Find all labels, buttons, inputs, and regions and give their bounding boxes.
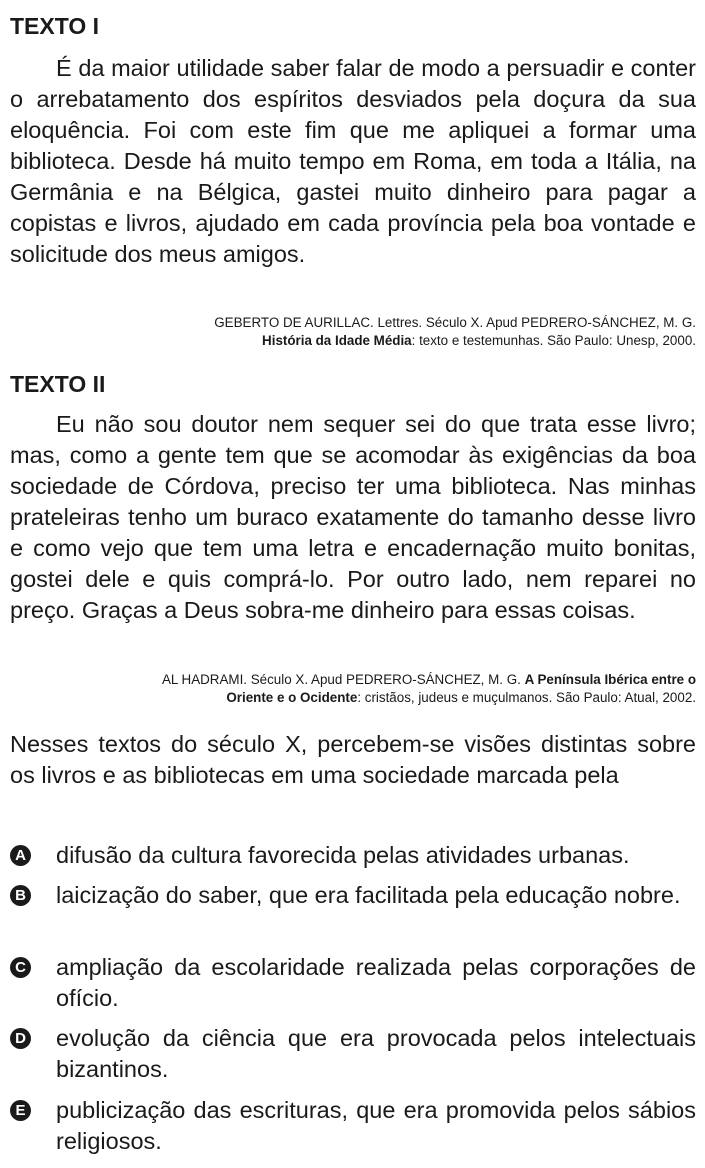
text2-source-title-2: Oriente e o Ocidente: [226, 690, 358, 705]
option-d-text: evolução da ciência que era provocada pelos intelectuais bizantinos.: [56, 1025, 696, 1082]
text1-source-line1: GEBERTO DE AURILLAC. Lettres. Século X. Apud PEDRERO-SÁNCHEZ, M. G.: [214, 315, 696, 330]
text1-source-title: História da Idade Média: [262, 333, 412, 348]
option-e-text: publicização das escrituras, que era promovida pelos sábios religiosos.: [56, 1097, 696, 1154]
option-e-letter-badge: E: [10, 1100, 31, 1121]
option-d-letter-badge: D: [10, 1028, 31, 1049]
option-a-text: difusão da cultura favorecida pelas atividades urbanas.: [56, 842, 630, 868]
text1-source-rest: : texto e testemunhas. São Paulo: Unesp, 2000.: [411, 333, 696, 348]
text2-source-rest: : cristãos, judeus e muçulmanos. São Paulo: Atual, 2002.: [357, 690, 696, 705]
option-c-letter-badge: C: [10, 957, 31, 978]
text2-body: Eu não sou doutor nem sequer sei do que trata esse livro; mas, como a gente tem que se acomodar às exigências da boa sociedade de Córdova, preciso ter uma biblioteca. Nas minhas prateleiras tenho um buraco exatamente do tamanho desse livro e como vejo que tem uma letra e encadernação muito bonitas, gostei dele e quis comprá-lo. Por outro lado, nem reparei no preço. Graças a Deus sobra-me dinheiro para essas coisas.: [10, 411, 696, 623]
text1-body: É da maior utilidade saber falar de modo a persuadir e conter o arrebatamento dos espíritos desviados pela doçura da sua eloquência. Foi com este fim que me apliquei a formar uma biblioteca. Desde há muito tempo em Roma, em toda a Itália, na Germânia e na Bélgica, gastei muito dinheiro para pagar a copistas e livros, ajudado em cada província pela boa vontade e solicitude dos meus amigos.: [10, 55, 696, 267]
text1-heading: TEXTO I: [10, 13, 100, 39]
option-b-letter-badge: B: [10, 885, 31, 906]
text2-citation: [6, 671, 696, 707]
question-stem: Nesses textos do século X, percebem-se visões distintas sobre os livros e as bibliotecas em uma sociedade marcada pela: [10, 731, 696, 788]
text2-heading: TEXTO II: [10, 371, 106, 397]
option-a-letter-badge: A: [10, 845, 31, 866]
option-b-text: laicização do saber, que era facilitada pela educação nobre.: [56, 882, 681, 908]
text2-source-title-1: A Península Ibérica entre o: [524, 672, 696, 687]
option-c-text: ampliação da escolaridade realizada pelas corporações de ofício.: [56, 954, 696, 1011]
text1-citation: [6, 314, 696, 350]
text2-source-prefix: AL HADRAMI. Século X. Apud PEDRERO-SÁNCHEZ, M. G.: [161, 672, 521, 687]
